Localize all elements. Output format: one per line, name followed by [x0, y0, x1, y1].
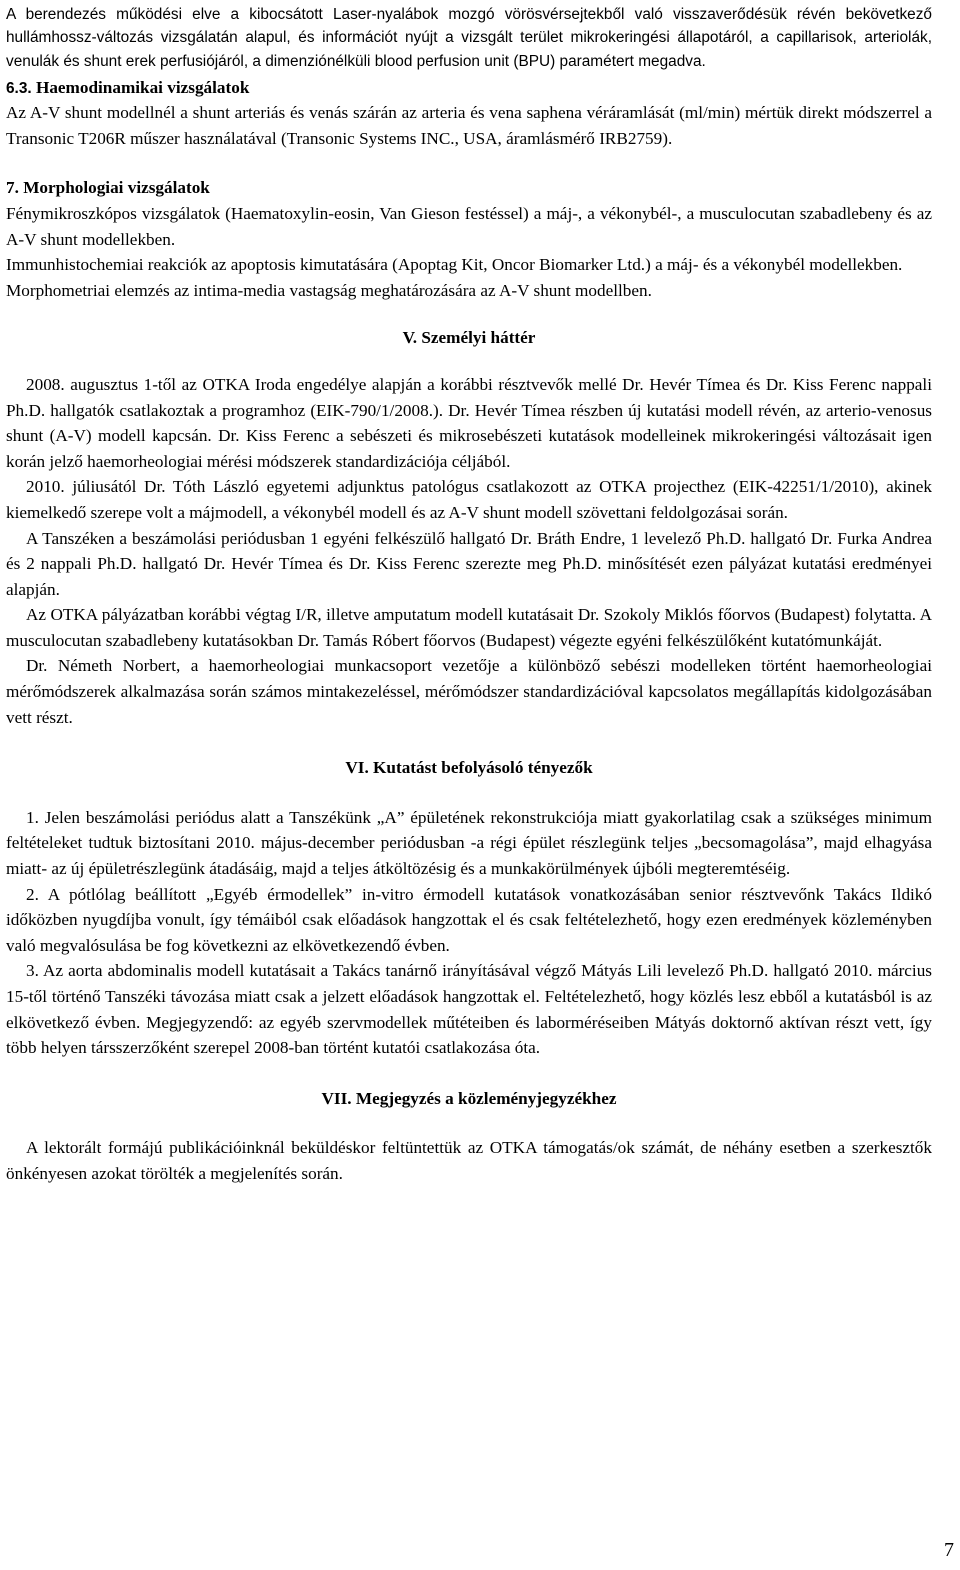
- section-v-paragraph-3: A Tanszéken a beszámolási periódusban 1 egyéni felkészülő hallgató Dr. Bráth Endre, 1 levelező Ph.D. hallgató Dr. Furka Andrea és 2 nappali Ph.D. hallgató Dr. Hevér Tímea és Dr. Kiss Ferenc szerezte meg Ph.D. minősítését ezen pályázat kutatási eredményei alapján.: [6, 528, 932, 599]
- section-7-paragraph-2: Immunhistochemiai reakciók az apoptosis kimutatására (Apoptag Kit, Oncor Biomarker Ltd.) a máj- és a vékonybél modellekben.: [6, 255, 903, 275]
- section-v-paragraph-4: Az OTKA pályázatban korábbi végtag I/R, illetve amputatum modell kutatásait Dr. Szokoly Miklós főorvos (Budapest) folytatta. A musculocutan szabadlebeny kutatásokban Dr. Tamás Róbert főorvos (Budapest) végezte egyéni felkészülőként kutatómunkáját.: [6, 605, 932, 650]
- section-6-3-text: Az A-V shunt modellnél a shunt arteriás és venás szárán az arteria és vena saphena véráramlását (ml/min) mértük direkt módszerrel a Transonic T206R műszer használatával (Transonic Systems INC., USA, áramlásmérő IRB2759).: [6, 103, 932, 148]
- section-6-3: [6, 76, 932, 100]
- section-7-paragraph-1: Fénymikroszkópos vizsgálatok (Haematoxylin-eosin, Van Gieson festéssel) a máj-, a vékonybél-, a musculocutan szabadlebeny és az A-V shunt modellekben.: [6, 203, 932, 249]
- section-6-3-number: 6.3.: [6, 79, 32, 97]
- section-vi-heading: VI. Kutatást befolyásoló tényezők: [345, 758, 593, 778]
- section-vi-paragraph-2: 2. A pótlólag beállított „Egyéb érmodellek” in-vitro érmodell kutatások vonatkozásában senior résztvevőnk Takács Ildikó időközben nyugdíjba vonult, így témáiból csak előadások hangzottak el és csak feltételezhető, hogy ezen eredmények közleményben való megvalósulása be fog következni az elkövetkezendő évben.: [6, 884, 932, 955]
- section-v-paragraph-1: 2008. augusztus 1-től az OTKA Iroda engedélye alapján a korábbi résztvevők mellé Dr. Hevér Tímea és Dr. Kiss Ferenc nappali Ph.D. hallgatók csatlakoztak a programhoz (EIK-790/1/2008.). Dr. Hevér Tímea részben új kutatási modell révén, az arterio-venosus shunt (A-V) modell kapcsán. Dr. Kiss Ferenc a sebészeti és mikrosebészeti kutatások modelleinek mikrokeringési változásait igen korán jelző haemorheologiai mérési módszerek standardizációja céljából.: [6, 374, 932, 471]
- document-page: [6, 0, 932, 1187]
- page-number: 7: [944, 1539, 954, 1561]
- section-vi-paragraph-1: 1. Jelen beszámolási periódus alatt a Tanszékünk „A” épületének rekonstrukciója miatt gyakorlatilag csak a szükséges minimum feltételeket tudtuk biztosítani 2010. május-december periódusban -a régi épület részlegünk teljes „becsomagolása”, majd elhagyása miatt- az új épületrészlegünk átadásáig, majd a teljes átköltözésig és a munkakörülmények újbóli megteremtéséig.: [6, 807, 932, 879]
- intro-paragraph: A berendezés működési elve a kibocsátott Laser-nyalábok mozgó vörösvérsejtekből való visszaverődésük révén bekövetkező hullámhossz-változás vizsgálatán alapul, és információt nyújt a vizsgált terület mikrokeringési állapotáról, a capillarisok, arteriolák, venulák és shunt erek perfusiójáról, a dimenziónélküli blood perfusion unit (BPU) paramétert megadva.: [6, 6, 932, 70]
- section-vii-heading: VII. Megjegyzés a közleményjegyzékhez: [321, 1088, 617, 1108]
- section-v-heading: V. Személyi háttér: [402, 328, 536, 348]
- section-v-paragraph-5: Dr. Németh Norbert, a haemorheologiai munkacsoport vezetője a különböző sebészi modelleken történt haemorheologiai mérőmódszerek alkalmazása során számos mintakezeléssel, mérőmódszer standardizációval kapcsolatos megállapítás kidolgozásában vett részt.: [6, 656, 932, 727]
- section-v-paragraph-2: 2010. júliusától Dr. Tóth László egyetemi adjunktus patológus csatlakozott az OTKA projecthez (EIK-42251/1/2010), akinek kiemelkedő szerepe volt a májmodell, a vékonybél modell és az A-V shunt modell szövettani feldolgozásai során.: [6, 477, 932, 522]
- section-vii-paragraph-1: A lektorált formájú publikációinknál beküldéskor feltüntettük az OTKA támogatás/ok számát, de néhány esetben a szerkesztők önkényesen azokat törölték a megjelenítés során.: [6, 1138, 932, 1183]
- section-vi-paragraph-3: 3. Az aorta abdominalis modell kutatásait a Takács tanárnő irányításával végző Mátyás Lili levelező Ph.D. hallgató 2010. március 15-től történő Tanszéki távozása miatt csak a jelzett előadások hangzottak el. Feltételezhető, hogy közlés lesz ebből a kutatásból is az elkövetkező évben. Megjegyzendő: az egyéb szervmodellek műtéteiben és laborméréseiben Mátyás doktornő aktívan részt vett, így több helyen társszerzőként szerepel 2008-ban történt kutatói csatlakozása óta.: [6, 961, 932, 1058]
- section-7-heading: 7. Morphologiai vizsgálatok: [6, 178, 210, 198]
- section-6-3-title: Haemodinamikai vizsgálatok: [35, 77, 250, 97]
- section-7-paragraph-3: Morphometriai elemzés az intima-media vastagság meghatározására az A-V shunt modellben.: [6, 280, 652, 300]
